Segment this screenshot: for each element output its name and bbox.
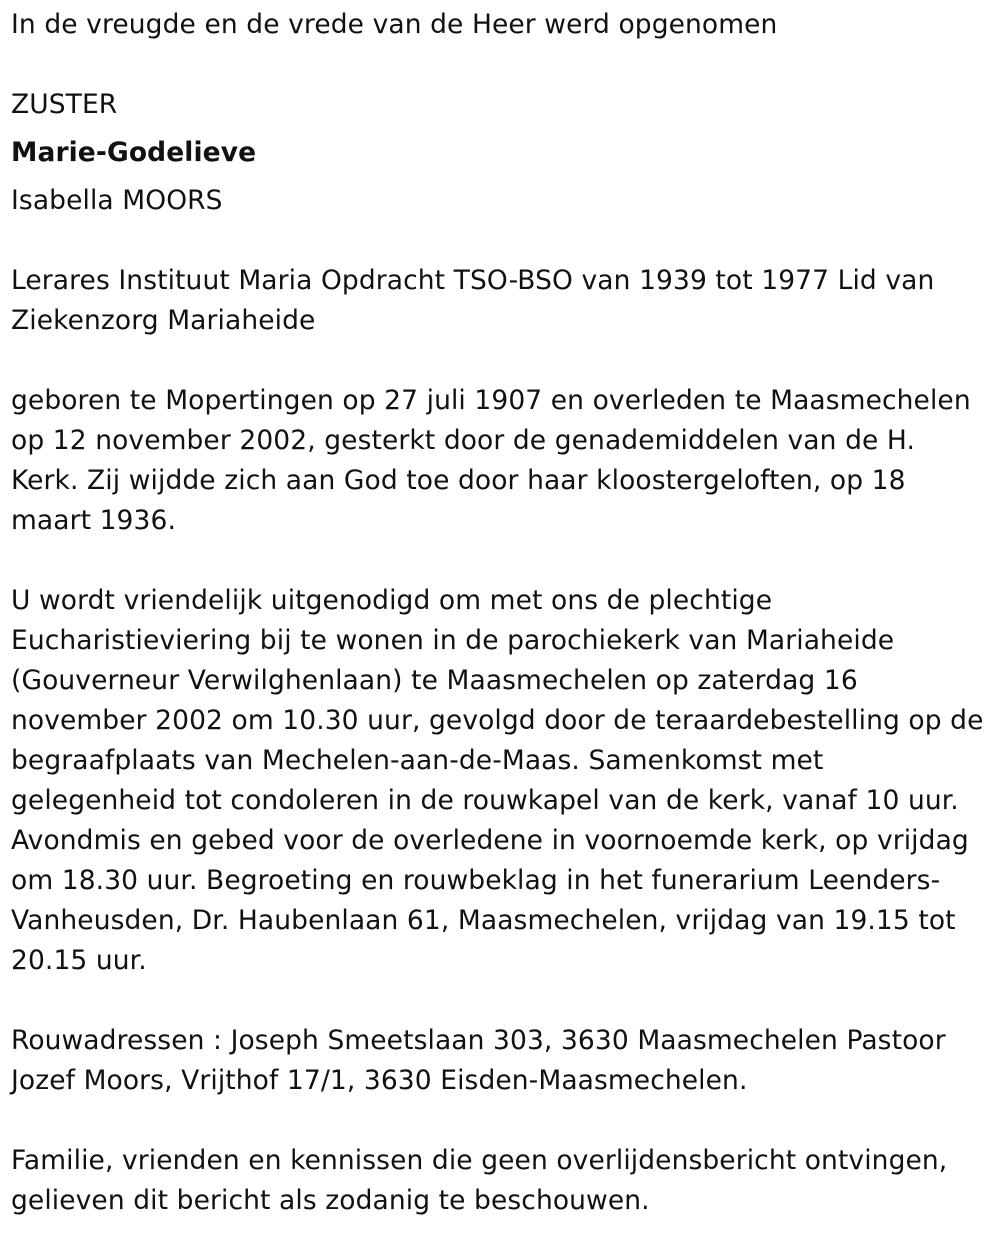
occupation-text: Lerares Instituut Maria Opdracht TSO-BSO van 1939 tot 1977 Lid van Ziekenzorg Mariaheide [11,265,935,336]
closing-text: Familie, vrienden en kennissen die geen overlijdensbericht ontvingen, gelieven dit bericht als zodanig te beschouwen. [11,1145,948,1216]
title-prefix: ZUSTER [11,89,118,120]
ceremony-text: U wordt vriendelijk uitgenodigd om met ons de plechtige Eucharistieviering bij te wonen in de parochiekerk van Mariaheide (Gouverneur Verwilghenlaan) te Maasmechelen op zaterdag 16 november 2002 om 10.30 uur, gevolgd door de teraardebestelling op de begraafplaats van Mechelen-aan-de-Maas. Samenkomst met gelegenheid tot condoleren in de rouwkapel van de kerk, vanaf 10 uur. Avondmis en gebed voor de overledene in voornoemde kerk, op vrijdag om 18.30 uur. Begroeting en rouwbeklag in het funerarium Leenders-Vanheusden, Dr. Haubenlaan 61, Maasmechelen, vrijdag van 19.15 tot 20.15 uur. [11,585,984,976]
addresses-text: Rouwadressen : Joseph Smeetslaan 303, 3630 Maasmechelen Pastoor Jozef Moors, Vrijthof 17/1, 3630 Eisden-Maasmechelen. [11,1025,946,1096]
intro-text: In de vreugde en de vrede van de Heer werd opgenomen [11,9,778,40]
birth-death-text: geboren te Mopertingen op 27 juli 1907 en overleden te Maasmechelen op 12 november 2002, gesterkt door de genademiddelen van de H. Kerk. Zij wijdde zich aan God toe door haar kloostergeloften, op 18 maart 1936. [11,385,971,536]
civil-name: Isabella MOORS [11,185,223,216]
religious-name: Marie-Godelieve [11,137,257,168]
